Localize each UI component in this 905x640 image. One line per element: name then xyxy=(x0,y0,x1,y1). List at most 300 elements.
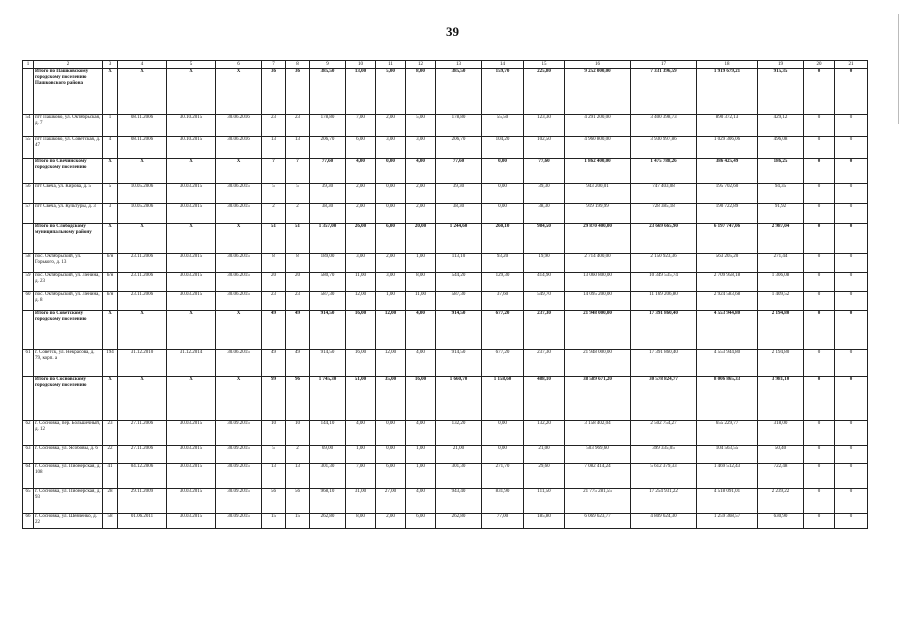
table-cell: 27,00 xyxy=(376,489,406,514)
table-cell: 1 660,70 xyxy=(436,377,482,421)
table-cell: 2 709 958,18 xyxy=(697,273,758,292)
column-number: 20 xyxy=(804,61,835,69)
table-cell: 4,00 xyxy=(406,489,436,514)
table-cell: 2 194,80 xyxy=(758,350,804,377)
table-cell: 51 xyxy=(286,224,310,254)
table-row xyxy=(23,421,868,446)
table-cell: 30.09.2015 xyxy=(216,464,262,489)
table-cell: X xyxy=(216,69,262,115)
table-cell: 385,50 xyxy=(310,69,346,115)
column-number: 6 xyxy=(216,61,262,69)
address-cell: г. Советск, ул. Некрасова, д. 79, корп. а xyxy=(34,350,103,377)
table-cell: 159,70 xyxy=(482,69,524,115)
table-row xyxy=(23,273,868,292)
table-cell: 49 xyxy=(262,311,286,350)
table-cell: 38 589 671,20 xyxy=(565,377,631,421)
table-cell: 29.11.2009 xyxy=(118,489,167,514)
table-cell: 399 335,05 xyxy=(631,446,697,464)
table-cell: 5 xyxy=(262,446,286,464)
table-cell: 2 xyxy=(286,204,310,224)
address-cell: Итого по Сосновскому городскому поселению xyxy=(34,377,103,421)
address-cell: пгт Пашково, ул. Октябрьская, д. 7 xyxy=(34,115,103,137)
column-number: 4 xyxy=(118,61,167,69)
address-cell: г. Сосновка, ул. Шевченко, д. 22 xyxy=(34,514,103,529)
table-cell: 8,00 xyxy=(406,273,436,292)
address-cell: г. Сосновка, ул. Пионерская, д. 93 xyxy=(34,489,103,514)
table-cell: 41 xyxy=(103,464,118,489)
table-cell: 0 xyxy=(835,489,868,514)
table-cell: 587,30 xyxy=(436,292,482,311)
address-cell: г. Сосновка, пер. Большечный, д. 12 xyxy=(34,421,103,446)
table-cell: 655 229,77 xyxy=(697,421,758,446)
table-cell: 30.03.2015 xyxy=(167,489,216,514)
table-cell: X xyxy=(118,69,167,115)
table-cell: 31.12.2010 xyxy=(118,350,167,377)
table-cell: 13,00 xyxy=(346,69,376,115)
table-cell: 16,00 xyxy=(346,311,376,350)
table-cell: 429,12 xyxy=(758,115,804,137)
table-cell: 728 385,18 xyxy=(631,204,697,224)
table-cell: X xyxy=(216,159,262,184)
table-cell: 3,00 xyxy=(376,273,406,292)
table-cell: 12,00 xyxy=(376,311,406,350)
table-cell: 30 578 824,77 xyxy=(631,377,697,421)
table-body xyxy=(23,61,868,529)
table-cell: 23 xyxy=(103,421,118,446)
table-cell: 30.03.2015 xyxy=(167,464,216,489)
table-cell: 56 xyxy=(262,489,286,514)
table-cell: 0,00 xyxy=(376,421,406,446)
table-cell: 132,20 xyxy=(436,421,482,446)
table-cell: 225,80 xyxy=(524,69,565,115)
table-cell: 23 xyxy=(262,115,286,137)
table-cell: 30.06.2015 xyxy=(216,350,262,377)
table-cell: 0 xyxy=(804,350,835,377)
table-cell: 23 xyxy=(286,115,310,137)
table-cell: 36 xyxy=(286,69,310,115)
table-cell: 4,00 xyxy=(406,159,436,184)
table-cell: 01.06.2011 xyxy=(118,514,167,529)
table-row xyxy=(23,254,868,273)
table-cell: 30.09.2015 xyxy=(216,421,262,446)
table-cell: 23.11.2006 xyxy=(118,254,167,273)
table-cell: 3,00 xyxy=(346,254,376,273)
column-number: 12 xyxy=(406,61,436,69)
table-cell: 185,80 xyxy=(524,514,565,529)
table-cell: 39,30 xyxy=(524,184,565,204)
column-number: 15 xyxy=(524,61,565,69)
table-cell: 10.05.2006 xyxy=(118,204,167,224)
table-cell: 8 xyxy=(262,254,286,273)
table-cell: 1 745,30 xyxy=(310,377,346,421)
address-cell: г. Сосновка, ул. Ясобовы, д. 6 xyxy=(34,446,103,464)
table-cell: 414,90 xyxy=(524,273,565,292)
table-cell: 30.06.2016 xyxy=(216,115,262,137)
table-cell: 7 xyxy=(286,159,310,184)
table-cell: 1,00 xyxy=(346,446,376,464)
table-cell: 30.06.2016 xyxy=(216,137,262,159)
table-cell: 0 xyxy=(835,464,868,489)
table-cell: 5,00 xyxy=(406,115,436,137)
table-cell: 10 xyxy=(262,421,286,446)
table-cell: 2 239,22 xyxy=(758,489,804,514)
column-number: 7 xyxy=(262,61,286,69)
table-cell: 0,00 xyxy=(482,184,524,204)
table-cell: 7 082 414,24 xyxy=(565,464,631,489)
table-cell: 4,00 xyxy=(406,311,436,350)
table-cell: 4 291 200,00 xyxy=(565,115,631,137)
table-cell: 262,80 xyxy=(310,514,346,529)
table-cell: 914,50 xyxy=(436,311,482,350)
table-cell: 8,00 xyxy=(346,514,376,529)
column-number: 19 xyxy=(758,61,804,69)
table-cell: 3 xyxy=(103,204,118,224)
table-cell: 1 357,00 xyxy=(310,224,346,254)
table-cell: 0 xyxy=(835,311,868,350)
table-cell: 1 475 788,26 xyxy=(631,159,697,184)
table-cell: 60 xyxy=(23,292,34,311)
table-cell: 2 987,04 xyxy=(758,224,804,254)
table-cell: X xyxy=(167,377,216,421)
table-cell: 23 xyxy=(262,292,286,311)
table-cell: 0,00 xyxy=(376,159,406,184)
table-cell: 237,30 xyxy=(524,311,565,350)
table-cell: 11,00 xyxy=(406,292,436,311)
table-cell: 6,00 xyxy=(376,464,406,489)
table-cell: 10 349 535,74 xyxy=(631,273,697,292)
table-cell: 23.11.2006 xyxy=(118,273,167,292)
table-cell: 26,00 xyxy=(346,224,376,254)
table-row xyxy=(23,115,868,137)
table-cell: 0 xyxy=(835,115,868,137)
table-cell: 132,20 xyxy=(524,421,565,446)
table-cell: 123,30 xyxy=(524,115,565,137)
address-cell: Итого по Свечинскому городскому поселению xyxy=(34,159,103,184)
table-cell: 30.06.2015 xyxy=(216,204,262,224)
table-cell: 63 xyxy=(23,446,34,464)
table-cell: 21 775 281,55 xyxy=(565,489,631,514)
table-cell: 7 xyxy=(262,159,286,184)
table-cell: X xyxy=(167,224,216,254)
table-cell: 1 469 512,43 xyxy=(697,464,758,489)
table-cell: 271,70 xyxy=(482,464,524,489)
table-cell: 30.09.2015 xyxy=(216,446,262,464)
table-cell: 915,35 xyxy=(758,69,804,115)
address-cell: пос. Октябрьский, ул. Горького, д. 13 xyxy=(34,254,103,273)
table-cell: 29,60 xyxy=(524,464,565,489)
table-cell: 16,00 xyxy=(346,350,376,377)
address-cell: пос. Октябрьский, ул. Ленина, д. 23 xyxy=(34,273,103,292)
table-cell: 62 xyxy=(23,421,34,446)
subtotal-row xyxy=(23,377,868,421)
table-cell: 943,40 xyxy=(436,489,482,514)
table-cell: 69,00 xyxy=(310,446,346,464)
table-cell: 831,90 xyxy=(482,489,524,514)
table-cell: 260,10 xyxy=(482,224,524,254)
table-cell: б/н xyxy=(103,273,118,292)
table-cell: 17 391 860,40 xyxy=(631,350,697,377)
table-cell: 0 xyxy=(835,377,868,421)
table-cell: 4 553 944,80 xyxy=(697,350,758,377)
table-cell: X xyxy=(167,69,216,115)
table-cell: X xyxy=(216,311,262,350)
table-cell: 0 xyxy=(804,137,835,159)
table-cell: 11 169 206,80 xyxy=(631,292,697,311)
table-cell: 1,00 xyxy=(406,446,436,464)
table-cell: 2 xyxy=(262,204,286,224)
table-cell: 12,00 xyxy=(376,350,406,377)
table-cell: 0 xyxy=(804,115,835,137)
table-row xyxy=(23,137,868,159)
table-cell: 20,00 xyxy=(406,224,436,254)
table-cell: 51,00 xyxy=(346,377,376,421)
table-cell: 21,00 xyxy=(436,446,482,464)
table-cell: 5 xyxy=(286,184,310,204)
table-cell: X xyxy=(103,377,118,421)
table-cell: 113,10 xyxy=(436,254,482,273)
table-cell: 1 259 368,57 xyxy=(697,514,758,529)
table-cell: 1 158,60 xyxy=(482,377,524,421)
table-cell: 0 xyxy=(804,311,835,350)
table-cell: 6,00 xyxy=(406,514,436,529)
table-cell: 5,00 xyxy=(376,69,406,115)
address-cell: Итого по Пашковскому городскому поселению Пашковского района xyxy=(34,69,103,115)
table-cell: 2,00 xyxy=(346,204,376,224)
table-cell: 301,30 xyxy=(310,464,346,489)
table-cell: 194 xyxy=(103,350,118,377)
table-row xyxy=(23,464,868,489)
table-cell: 0 xyxy=(835,224,868,254)
table-cell: 0,00 xyxy=(482,446,524,464)
table-cell: 30.06.2015 xyxy=(216,184,262,204)
subtotal-row xyxy=(23,311,868,350)
table-cell: 4 809 624,30 xyxy=(631,514,697,529)
table-cell: 1 306,08 xyxy=(758,273,804,292)
table-cell: 2 xyxy=(286,446,310,464)
table-cell: 6 069 623,77 xyxy=(565,514,631,529)
table-cell: 36 xyxy=(262,69,286,115)
table-cell: 0 xyxy=(835,292,868,311)
address-cell: г. Сосновка, ул. Пионерская, д. 108 xyxy=(34,464,103,489)
column-number: 10 xyxy=(346,61,376,69)
table-cell: 13 xyxy=(262,464,286,489)
table-cell: 0 xyxy=(835,273,868,292)
subtotal-row xyxy=(23,159,868,184)
table-cell: 0 xyxy=(835,421,868,446)
table-cell: 0 xyxy=(835,69,868,115)
column-number-row xyxy=(23,61,868,69)
table-cell: 488,10 xyxy=(524,377,565,421)
table-cell: 186,25 xyxy=(758,159,804,184)
table-cell: 496,08 xyxy=(758,137,804,159)
subtotal-row xyxy=(23,69,868,115)
table-cell: 189,00 xyxy=(310,254,346,273)
table-cell: 1 409,52 xyxy=(758,292,804,311)
table-cell: 50,40 xyxy=(758,446,804,464)
table-cell: 129,30 xyxy=(482,273,524,292)
table-cell: 318,00 xyxy=(758,421,804,446)
table-cell: 91,92 xyxy=(758,204,804,224)
table-cell: X xyxy=(103,224,118,254)
table-cell xyxy=(23,69,34,115)
table-cell: 503 969,60 xyxy=(565,446,631,464)
table-cell: 544,20 xyxy=(436,273,482,292)
table-cell: 29 870 400,00 xyxy=(565,224,631,254)
table-cell: 30.10.2015 xyxy=(167,137,216,159)
table-cell: 30.03.2015 xyxy=(167,254,216,273)
table-cell: 14 095 200,00 xyxy=(565,292,631,311)
table-cell: 3 158 402,04 xyxy=(565,421,631,446)
table-cell: 677,20 xyxy=(482,311,524,350)
table-cell: 15 xyxy=(286,514,310,529)
table-cell xyxy=(23,377,34,421)
table-cell xyxy=(23,224,34,254)
table-cell: 10.05.2006 xyxy=(118,184,167,204)
table-row xyxy=(23,184,868,204)
table-cell: 1 xyxy=(103,115,118,137)
table-cell: 38,30 xyxy=(524,204,565,224)
table-cell: 04.12.2006 xyxy=(118,464,167,489)
table-cell: 4,00 xyxy=(346,159,376,184)
table-cell: 984,50 xyxy=(524,224,565,254)
column-number: 1 xyxy=(23,61,34,69)
address-cell: Итого по Советскому городскому поселению xyxy=(34,311,103,350)
table-row xyxy=(23,514,868,529)
table-cell: 65 xyxy=(23,489,34,514)
table-cell: 5 xyxy=(103,184,118,204)
column-number: 11 xyxy=(376,61,406,69)
table-cell: 8,00 xyxy=(406,69,436,115)
table-cell: 54 xyxy=(23,115,34,137)
table-cell: 12,00 xyxy=(346,292,376,311)
column-number: 3 xyxy=(103,61,118,69)
table-cell: 7 331 396,59 xyxy=(631,69,697,115)
table-cell: 17 391 860,40 xyxy=(631,311,697,350)
table-cell: 563 205,20 xyxy=(697,254,758,273)
table-cell: 39,30 xyxy=(310,184,346,204)
table-cell: 4 553 944,80 xyxy=(697,311,758,350)
table-cell: 49 xyxy=(262,350,286,377)
table-cell: б/н xyxy=(103,254,118,273)
table-cell: 0,00 xyxy=(482,421,524,446)
table-cell: 0,00 xyxy=(482,204,524,224)
column-number: 14 xyxy=(482,61,524,69)
table-cell: 7,00 xyxy=(346,115,376,137)
table-cell: 2,00 xyxy=(376,115,406,137)
table-cell: 385,50 xyxy=(436,69,482,115)
table-cell: 206,70 xyxy=(310,137,346,159)
table-cell: 587,30 xyxy=(310,292,346,311)
table-cell: 0 xyxy=(835,446,868,464)
table-cell: 13 xyxy=(286,464,310,489)
table-cell: 178,80 xyxy=(310,115,346,137)
table-cell: 0 xyxy=(835,254,868,273)
table-cell: 914,50 xyxy=(436,350,482,377)
table-cell: 21 948 000,00 xyxy=(565,311,631,350)
table-cell: 08.11.2006 xyxy=(118,115,167,137)
table-cell: 57 xyxy=(23,204,34,224)
table-cell: 0 xyxy=(804,514,835,529)
table-cell xyxy=(23,311,34,350)
table-cell: 0 xyxy=(804,224,835,254)
table-cell: 1,00 xyxy=(406,464,436,489)
table-cell: 8 006 865,33 xyxy=(697,377,758,421)
table-cell: 0,00 xyxy=(376,446,406,464)
table-cell: 206,70 xyxy=(436,137,482,159)
table-cell: 21 948 000,00 xyxy=(565,350,631,377)
column-number: 9 xyxy=(310,61,346,69)
table-cell: 8 xyxy=(286,254,310,273)
table-cell: 6,00 xyxy=(346,137,376,159)
column-number: 5 xyxy=(167,61,216,69)
table-cell: 1,00 xyxy=(406,254,436,273)
table-cell: X xyxy=(167,311,216,350)
table-cell: 2,00 xyxy=(376,514,406,529)
table-cell: 104 563,55 xyxy=(697,446,758,464)
table-cell: 0,00 xyxy=(376,184,406,204)
table-cell: 13 060 800,00 xyxy=(565,273,631,292)
table-cell: 77,60 xyxy=(524,159,565,184)
table-cell: 0 xyxy=(835,137,868,159)
table-cell: 28 xyxy=(103,489,118,514)
table-cell: 30.03.2015 xyxy=(167,421,216,446)
column-number: 17 xyxy=(631,61,697,69)
table-cell: 271,44 xyxy=(758,254,804,273)
table-cell: 4,00 xyxy=(406,421,436,446)
table-cell: 6 197 747,06 xyxy=(697,224,758,254)
table-cell: 56 xyxy=(286,489,310,514)
address-cell: Итого по Слободскому муниципальному району xyxy=(34,224,103,254)
table-cell: 630,90 xyxy=(758,514,804,529)
table-cell: 0 xyxy=(804,446,835,464)
table-cell: 0 xyxy=(835,184,868,204)
table-cell: 30.06.2015 xyxy=(216,292,262,311)
table-cell: 39,30 xyxy=(436,184,482,204)
table-cell: 386 425,49 xyxy=(697,159,758,184)
table-cell: 30.03.2015 xyxy=(167,292,216,311)
address-cell: пос. Октябрьский, ул. Ленина, д. 8 xyxy=(34,292,103,311)
address-cell: пгт Свеча, ул. Культуры, д. 3 xyxy=(34,204,103,224)
table-cell: X xyxy=(118,224,167,254)
column-number: 13 xyxy=(436,61,482,69)
table-cell: 3 400 398,73 xyxy=(631,115,697,137)
table-cell: 58 xyxy=(23,254,34,273)
table-cell: 56 xyxy=(23,184,34,204)
table-cell: 4 xyxy=(103,137,118,159)
housing-register-table xyxy=(22,60,868,529)
table-cell: 31.12.2014 xyxy=(167,350,216,377)
table-cell: 2 714 400,00 xyxy=(565,254,631,273)
table-cell: 22 xyxy=(103,446,118,464)
table-cell: 2 150 923,36 xyxy=(631,254,697,273)
table-cell: 15 xyxy=(262,514,286,529)
table-cell: 3 981,10 xyxy=(758,377,804,421)
column-number: 2 xyxy=(34,61,103,69)
table-cell: 549,70 xyxy=(524,292,565,311)
table-cell: 914,50 xyxy=(310,311,346,350)
table-cell: 66 xyxy=(23,514,34,529)
table-cell: 747 403,08 xyxy=(631,184,697,204)
table-cell: 59 xyxy=(23,273,34,292)
table-row xyxy=(23,446,868,464)
table-cell: 30.06.2015 xyxy=(216,273,262,292)
table-cell: 94,35 xyxy=(758,184,804,204)
table-cell: 0 xyxy=(804,489,835,514)
table-cell: 55 xyxy=(23,137,34,159)
table-cell: 6,00 xyxy=(376,224,406,254)
table-cell: 2,00 xyxy=(406,184,436,204)
table-cell: 0 xyxy=(804,254,835,273)
